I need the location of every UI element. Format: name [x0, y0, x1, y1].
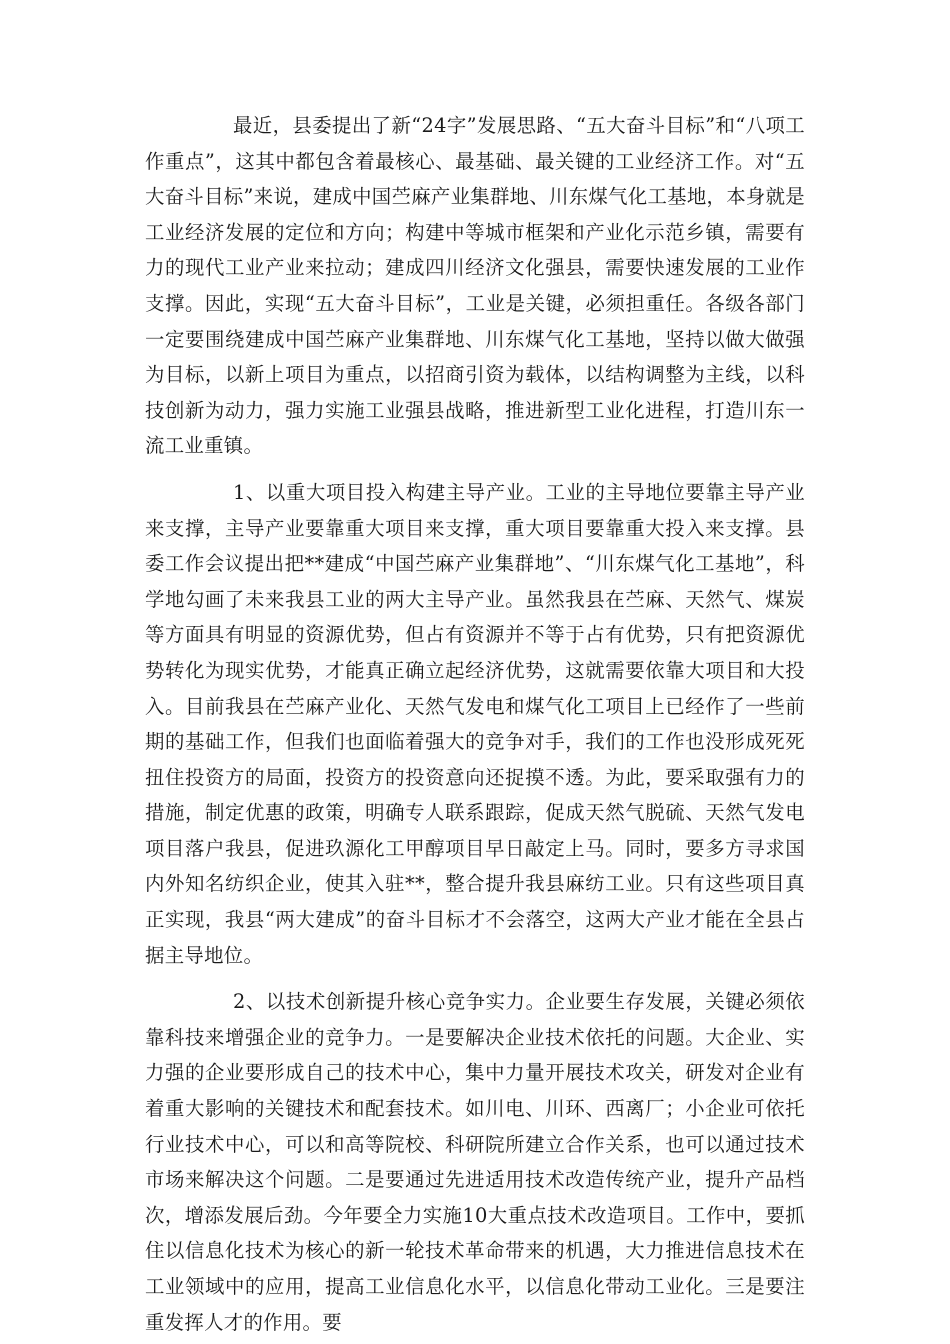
- paragraph-major-projects: 1、以重大项目投入构建主导产业。工业的主导地位要靠主导产业来支撑，主导产业要靠重大项目来支撑，重大项目要靠重大投入来支撑。县委工作会议提出把**建成“中国苎麻产业集群地”、“川东煤气化工基地”，科学地勾画了未来我县工业的两大主导产业。虽然我县在苎麻、天然气、煤炭等方面具有明显的资源优势，但占有资源并不等于占有优势，只有把资源优势转化为现实优势，才能真正确立起经济优势，这就需要依靠大项目和大投入。目前我县在苎麻产业化、天然气发电和煤气化工项目上已经作了一些前期的基础工作，但我们也面临着强大的竞争对手，我们的工作也没形成死死扭住投资方的局面，投资方的投资意向还捉摸不透。为此，要采取强有力的措施，制定优惠的政策，明确专人联系跟踪，促成天然气脱硫、天然气发电项目落户我县，促进玖源化工甲醇项目早日敲定上马。同时，要多方寻求国内外知名纺织企业，使其入驻**，整合提升我县麻纺工业。只有这些项目真正实现，我县“两大建成”的奋斗目标才不会落空，这两大产业才能在全县占据主导地位。: [145, 480, 805, 967]
- document-body: [145, 108, 805, 1340]
- paragraph-tech-innovation: 2、以技术创新提升核心竞争实力。企业要生存发展，关键必须依靠科技来增强企业的竞争力。一是要解决企业技术依托的问题。大企业、实力强的企业要形成自己的技术中心，集中力量开展技术攻关，研发对企业有着重大影响的关键技术和配套技术。如川电、川环、西离厂；小企业可依托行业技术中心，可以和高等院校、科研院所建立合作关系，也可以通过技术市场来解决这个问题。二是要通过先进适用技术改造传统产业，提升产品档次，增添发展后劲。今年要全力实施10大重点技术改造项目。工作中，要抓住以信息化技术为核心的新一轮技术革命带来的机遇，大力推进信息技术在工业领域中的应用，提高工业信息化水平，以信息化带动工业化。三是要注重发挥人才的作用。要: [145, 990, 805, 1334]
- paragraph-intro: 最近，县委提出了新“24字”发展思路、“五大奋斗目标”和“八项工作重点”，这其中都包含着最核心、最基础、最关键的工业经济工作。对“五大奋斗目标”来说，建成中国苎麻产业集群地、川东煤气化工基地，本身就是工业经济发展的定位和方向；构建中等城市框架和产业化示范乡镇，需要有力的现代工业产业来拉动；建成四川经济文化强县，需要快速发展的工业作支撑。因此，实现“五大奋斗目标”，工业是关键，必须担重任。各级各部门一定要围绕建成中国苎麻产业集群地、川东煤气化工基地，坚持以做大做强为目标，以新上项目为重点，以招商引资为载体，以结构调整为主线，以科技创新为动力，强力实施工业强县战略，推进新型工业化进程，打造川东一流工业重镇。: [145, 114, 806, 458]
